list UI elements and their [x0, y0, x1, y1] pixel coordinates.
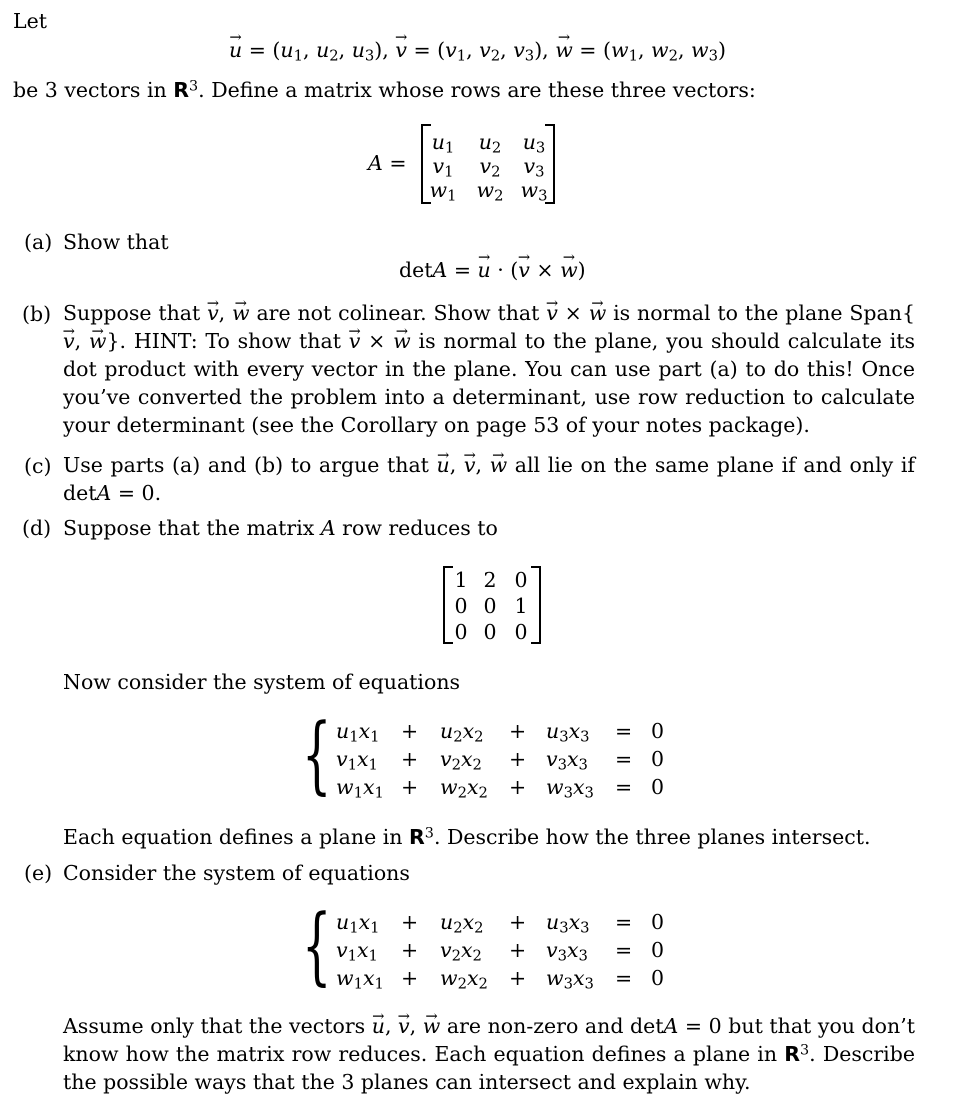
- part-d-text: Suppose that the matrix A row reduces to: [63, 516, 498, 540]
- part-c-text: Use parts (a) and (b) to argue that → u, → v, → w all lie on the same plane if and only if detA = 0.: [63, 451, 915, 507]
- matrix-a-label: A =: [368, 151, 407, 175]
- part-a-text: Show that: [63, 230, 169, 254]
- matrix-a-cell: $w_1$: [429, 178, 457, 205]
- part-b-label: (b): [22, 302, 52, 326]
- rref-cell: 1: [454, 568, 468, 592]
- part-d-question: Each equation defines a plane in $R^3$. Describe how the three planes intersect.: [63, 825, 871, 849]
- part-a-formula: detA = → u · (→ v × → w): [399, 260, 586, 281]
- matrix-a-cell: $u_3$: [522, 130, 546, 157]
- rref-cell: 0: [454, 594, 468, 618]
- matrix-a-cell: $v_1$: [432, 154, 454, 181]
- part-d-label: (d): [22, 516, 52, 540]
- rref-cell: 0: [514, 568, 528, 592]
- matrix-a-cell: $v_3$: [523, 154, 545, 181]
- matrix-a-cell: $w_3$: [520, 178, 548, 205]
- part-e-label: (e): [24, 861, 53, 885]
- let-word: Let: [13, 9, 47, 33]
- matrix-a-cell: $u_2$: [478, 130, 502, 157]
- matrix-a-cell: $w_2$: [476, 178, 504, 205]
- system-brace: {: [302, 896, 332, 994]
- matrix-a-cell: $u_1$: [431, 130, 455, 157]
- rref-matrix: [443, 566, 541, 644]
- rref-cell: 2: [483, 568, 497, 592]
- part-b-text: Suppose that → v, → w are not colinear. Show that → v × → w is normal to the plane Span{→ v, → w}. HINT: To show that → v × → w is normal to the plane, you should calculate its dot product with every vector in the plane. You can use part (a) to do this! Once you’ve converted the problem into a determinant, use row reduction to calculate your determinant (see the Corollary on page 53 of your notes package).: [63, 299, 915, 439]
- matrix-a-cell: $v_2$: [479, 154, 501, 181]
- rref-cell: 0: [514, 620, 528, 644]
- vectors-in-r3-sentence: be 3 vectors in $R^3$. Define a matrix whose rows are these three vectors:: [13, 78, 756, 102]
- vectors-definition: → $u = (u_1$, $u_2$, $u_3$), → $v = (v_1$, $v_2$, $v_3$), → $w = (w_1$, $w_2$, $w_3$): [229, 40, 726, 61]
- rref-cell: 1: [514, 594, 528, 618]
- rref-cell: 0: [483, 594, 497, 618]
- part-e-text: Consider the system of equations: [63, 861, 410, 885]
- system-intro-text: Now consider the system of equations: [63, 670, 461, 694]
- rref-cell: 0: [483, 620, 497, 644]
- part-a-label: (a): [24, 230, 53, 254]
- matrix-a: [421, 124, 555, 204]
- part-e-question: Assume only that the vectors → u, → v, → w are non-zero and detA = 0 but that you don’t know how the matrix row reduces. Each equation defines a plane in $R^3$. Describe the possible ways that the 3 planes can intersect and explain why.: [63, 1012, 915, 1096]
- part-c-label: (c): [24, 454, 52, 478]
- system-brace: {: [302, 705, 332, 803]
- rref-cell: 0: [454, 620, 468, 644]
